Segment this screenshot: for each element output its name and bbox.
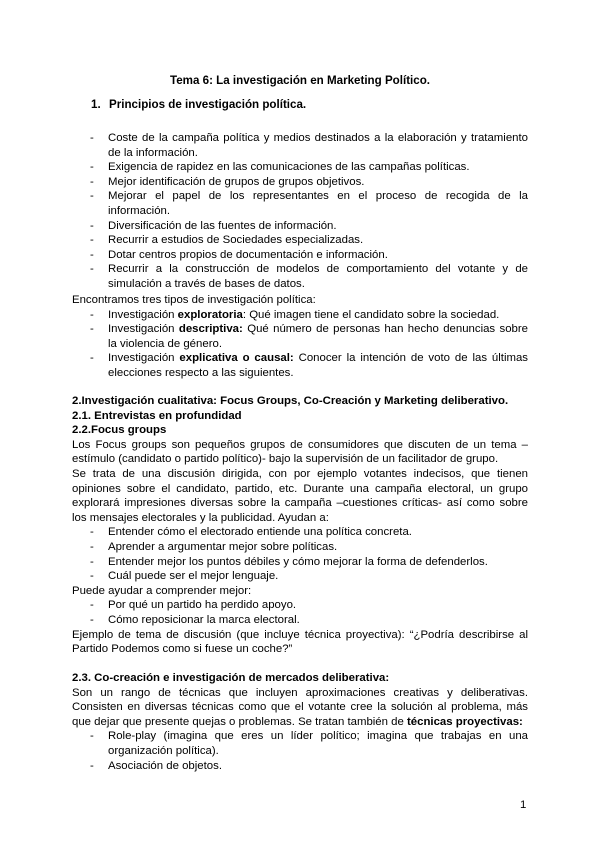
type-prefix: Investigación: [108, 352, 180, 365]
list-item: - Coste de la campaña política y medios destinados a la elaboración y tratamiento de la información.: [72, 131, 528, 160]
types-intro: Encontramos tres tipos de investigación política:: [72, 294, 316, 306]
subsection-2-3-block: [72, 671, 528, 773]
section-1-title: Principios de investigación política.: [109, 98, 307, 111]
section-1-number: 1.: [91, 98, 101, 111]
subsection-2-1-heading: 2.1. Entrevistas en profundidad: [72, 409, 242, 422]
focus-groups-paragraph-2: Se trata de una discusión dirigida, con por ejemplo votantes indecisos, que tienen opiniones sobre el candidato, partido, etc. Durante una campaña electoral, un grupo explorará impresiones diversas sobre la campaña –cuestiones críticas- así como sobre los mensajes electorales y la publicidad. Ayudan a:: [72, 467, 528, 524]
understand-list: [72, 598, 528, 627]
type-name: exploratoria: [177, 308, 243, 321]
type-prefix: Investigación: [108, 323, 179, 336]
principles-list: [72, 131, 528, 292]
page-number: 1: [520, 799, 527, 811]
list-item: - Aprender a argumentar mejor sobre políticas.: [72, 540, 528, 555]
projective-list: [72, 729, 528, 773]
type-description: : Qué imagen tiene el candidato sobre la sociedad.: [242, 308, 500, 321]
types-list: [72, 308, 528, 381]
list-item: - Exigencia de rapidez en las comunicaciones de las campañas políticas.: [72, 160, 528, 175]
research-types-block: [72, 293, 528, 381]
list-item: - Cuál puede ser el mejor lenguaje.: [72, 569, 528, 584]
list-item: - Recurrir a estudios de Sociedades especializadas.: [72, 233, 528, 248]
focus-groups-paragraph-1: Los Focus groups son pequeños grupos de consumidores que discuten de un tema –estímulo (candidato o partido político)- bajo la supervisión de un facilitador de grupo.: [72, 438, 528, 466]
list-item: - Role-play (imagina que eres un líder político; imagina que trabajas en una organización política).: [72, 729, 528, 758]
type-name: explicativa o causal:: [179, 352, 294, 365]
section-1-heading: [91, 98, 306, 113]
cocreation-paragraph: [72, 686, 528, 730]
list-item: - Recurrir a la construcción de modelos de comportamiento del votante y de simulación a través de bases de datos.: [72, 262, 528, 291]
list-item: [72, 351, 528, 380]
list-item: - Diversificación de las fuentes de información.: [72, 219, 528, 234]
list-item: [72, 308, 528, 323]
list-item: - Entender cómo el electorado entiende una política concreta.: [72, 525, 528, 540]
list-item: - Mejorar el papel de los representantes en el proceso de recogida de la información.: [72, 189, 528, 218]
projective-techniques-label: técnicas proyectivas:: [406, 715, 523, 728]
type-prefix: Investigación: [108, 308, 178, 321]
page-title: Tema 6: La investigación en Marketing Político.: [169, 74, 431, 87]
list-item: - Asociación de objetos.: [72, 759, 528, 774]
cocreation-text: Son un rango de técnicas que incluyen aproximaciones creativas y deliberativas. Consisten en diversas técnicas como que el votante cree la solución al problema, más que dejar que presente quejas o problemas. Se tratan también de: [72, 686, 528, 728]
type-name: descriptiva:: [178, 323, 243, 336]
type-description: Conocer la intención de voto de las últimas elecciones respecto a las siguientes.: [108, 352, 529, 379]
understand-intro: Puede ayudar a comprender mejor:: [72, 584, 252, 597]
discussion-example: Ejemplo de tema de discusión (que incluye técnica proyectiva): “¿Podría describirse al Partido Podemos como si fuese un coche?”: [72, 628, 528, 656]
section-2-block: [72, 394, 528, 657]
subsection-2-2-heading: 2.2.Focus groups: [72, 424, 167, 437]
list-item: - Por qué un partido ha perdido apoyo.: [72, 598, 528, 613]
list-item: - Dotar centros propios de documentación e información.: [72, 248, 528, 263]
list-item: [72, 322, 528, 351]
help-list: [72, 525, 528, 583]
type-description: Qué número de personas han hecho denuncias sobre la violencia de género.: [108, 323, 528, 350]
list-item: - Entender mejor los puntos débiles y cómo mejorar la forma de defenderlos.: [72, 555, 528, 570]
list-item: - Mejor identificación de grupos de grupos objetivos.: [72, 175, 528, 190]
subsection-2-3-heading: 2.3. Co-creación e investigación de mercados deliberativa:: [72, 672, 390, 684]
section-2-heading: 2.Investigación cualitativa: Focus Groups, Co-Creación y Marketing deliberativo.: [72, 395, 509, 407]
list-item: - Cómo reposicionar la marca electoral.: [72, 613, 528, 628]
principles-list-block: [72, 131, 528, 292]
